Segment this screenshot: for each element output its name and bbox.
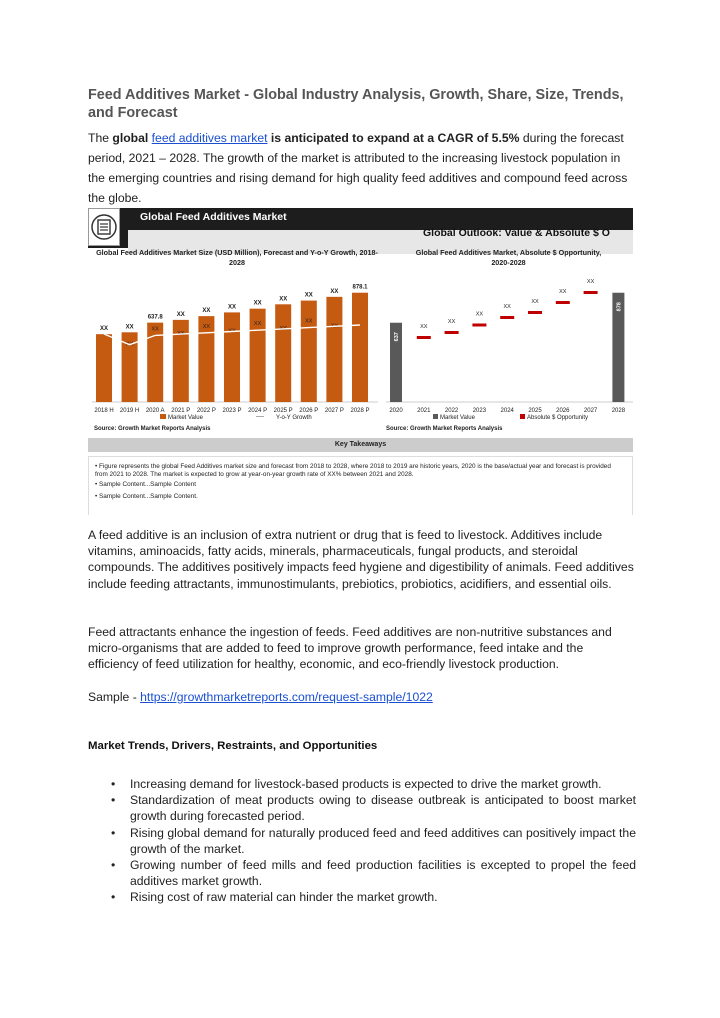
feed-additives-market-link[interactable]: feed additives market bbox=[151, 131, 268, 145]
sample-label: Sample - bbox=[88, 690, 141, 704]
body-paragraph-definition: A feed additive is an inclusion of extra nutrient or drug that is feed to livestock. Additives include vitamins, aminoacids, fatty acids, minerals, pharmaceuticals, fungal products, and steroidal compounds. The additives positively impacts feed hygiene and digestibility of animals. Feed additives include feeding attractants, immunostimulants, prebiotics, probiotics, acidifiers, and essential oils. bbox=[88, 528, 634, 591]
x-tick-label: 2023 P bbox=[222, 408, 242, 414]
infographic-outlook-title: Global Outlook: Value & Absolute $ O bbox=[423, 227, 610, 239]
legend-market-value-swatch bbox=[433, 414, 438, 419]
market-trends-list bbox=[88, 776, 636, 906]
opportunity-value-label: XX bbox=[447, 319, 456, 325]
left-chart-title bbox=[92, 248, 382, 268]
absolute-opportunity-mark bbox=[500, 316, 514, 319]
market-value-bar bbox=[301, 301, 317, 402]
left-chart-title-line2: 2028 bbox=[229, 258, 245, 267]
growth-label: XX bbox=[228, 328, 236, 335]
sample-line bbox=[88, 690, 433, 704]
legend-market-value-swatch bbox=[160, 414, 166, 419]
bar-value-label: XX bbox=[99, 326, 109, 333]
legend-market-value-label: Market Value bbox=[168, 415, 203, 421]
list-item-text: Growing number of feed mills and feed production facilities is excepted to propel the feed additives market growth. bbox=[130, 858, 636, 889]
absolute-opportunity-mark bbox=[417, 336, 431, 339]
x-tick-label: 2026 bbox=[556, 408, 570, 414]
growth-label: XX bbox=[279, 325, 287, 332]
market-value-bar bbox=[352, 293, 368, 402]
intro-bold-cagr: is anticipated to expand at a CAGR of 5.5% bbox=[267, 131, 520, 145]
absolute-opportunity-mark bbox=[528, 311, 542, 314]
document-icon bbox=[88, 208, 120, 246]
bar-value-label: 878.1 bbox=[352, 284, 368, 291]
body-paragraph-attractants: Feed attractants enhance the ingestion of feeds. Feed additives are non-nutritive substances and micro-organisms that are added to feed to improve growth performance, feed intake and the efficiency of feed utilization for healthy, economic, and eco-friendly livestock production. bbox=[88, 625, 612, 672]
x-tick-label: 2027 P bbox=[324, 408, 344, 414]
right-chart-source: Source: Growth Market Reports Analysis bbox=[386, 426, 503, 432]
bar-value-label: XX bbox=[279, 296, 288, 303]
opportunity-value-label: XX bbox=[420, 324, 428, 330]
x-tick-label: 2021 P bbox=[171, 408, 191, 414]
bar-value-label: 637.8 bbox=[147, 314, 163, 321]
infographic-title: Global Feed Additives Market bbox=[140, 211, 287, 223]
list-item bbox=[88, 825, 636, 857]
intro-text-1: The bbox=[88, 131, 113, 145]
intro-text-2: during the forecast period, 2021 – 2028. The growth of the market is attributed to the increasing livestock population in the emerging countries and rising demand for high quality feed additives and compound feed across the globe. bbox=[88, 131, 628, 205]
bar-value-label: XX bbox=[202, 308, 211, 315]
x-tick-label: 2024 P bbox=[248, 408, 268, 414]
key-takeaway-item: • Sample Content...Sample Content. bbox=[95, 493, 198, 500]
bar-value-label: XX bbox=[125, 324, 134, 331]
bullet-icon: • bbox=[111, 793, 116, 808]
growth-label: XX bbox=[305, 318, 313, 325]
key-takeaway-text: Figure represents the global Feed Additives market size and forecast from 2018 to 2028, where 2018 to 2019 are historic years, 2020 is the base/actual year and forecast is provided from 2021 to 2028. The market is expected to grow at year-on-year growth rate of XX% between 2021 and 2028. bbox=[95, 463, 611, 478]
legend-opportunity-swatch bbox=[520, 414, 525, 419]
x-tick-label: 2022 bbox=[444, 408, 459, 414]
x-tick-label: 2026 P bbox=[299, 408, 319, 414]
list-item bbox=[88, 792, 636, 824]
absolute-opportunity-mark bbox=[584, 291, 598, 294]
x-tick-label: 2022 P bbox=[196, 408, 216, 414]
x-tick-label: 2025 P bbox=[273, 408, 293, 414]
x-tick-label: 2019 H bbox=[119, 408, 140, 414]
bar-value-label: XX bbox=[227, 304, 237, 311]
bullet-icon: • bbox=[111, 777, 116, 791]
x-tick-label: 2023 bbox=[472, 408, 487, 414]
list-item bbox=[88, 889, 636, 905]
list-item bbox=[88, 857, 636, 889]
market-infographic bbox=[88, 208, 633, 515]
legend-opportunity-label: Absolute $ Opportunity bbox=[527, 415, 589, 421]
bar-value-label: XX bbox=[176, 311, 185, 318]
bullet-icon: • bbox=[111, 858, 116, 873]
key-takeaway-text: Sample Content...Sample Content bbox=[99, 481, 196, 488]
market-value-bar bbox=[275, 304, 291, 402]
key-takeaways-heading: Key Takeaways bbox=[88, 438, 633, 452]
x-tick-label: 2027 bbox=[583, 408, 598, 414]
growth-label: XX bbox=[125, 341, 134, 348]
right-chart-title bbox=[384, 248, 633, 268]
list-item bbox=[88, 776, 636, 792]
x-tick-label: 2028 bbox=[611, 408, 626, 414]
key-takeaways-box bbox=[88, 456, 633, 515]
list-item-text: Increasing demand for livestock-based products is expected to drive the market growth. bbox=[130, 777, 602, 791]
right-chart-title-line1: Global Feed Additives Market, Absolute $ Opportunity, bbox=[415, 248, 602, 257]
left-chart-source: Source: Growth Market Reports Analysis bbox=[94, 426, 211, 432]
right-chart-title-line2: 2020-2028 bbox=[491, 258, 526, 267]
bar-value-label: XX bbox=[304, 292, 313, 299]
opportunity-value-label: XX bbox=[531, 299, 539, 305]
growth-label: XX bbox=[177, 331, 185, 338]
key-takeaway-text: Sample Content...Sample Content. bbox=[99, 493, 198, 500]
bullet-icon: • bbox=[111, 825, 116, 840]
key-takeaway-item: • Sample Content...Sample Content bbox=[95, 481, 196, 488]
sample-request-link[interactable]: https://growthmarketreports.com/request-sample/1022 bbox=[140, 690, 433, 704]
market-value-bar bbox=[224, 312, 240, 402]
x-tick-label: 2028 P bbox=[350, 408, 370, 414]
key-takeaway-item: • Figure represents the global Feed Additives market size and forecast from 2018 to 2028, where 2018 to 2019 are historic years, 2020 is the base/actual year and forecast is provided from 2021 to 2028. The market is expected to grow at year-on-year growth rate of XX% between 2021 and 2028. bbox=[95, 463, 611, 478]
x-tick-label: 2018 H bbox=[94, 408, 114, 414]
list-item-text: Rising global demand for naturally produced feed and feed additives can positively impact the growth of the market. bbox=[130, 825, 636, 856]
market-value-bar bbox=[326, 297, 342, 402]
list-item-text: Standardization of meat products owing to disease outbreak is anticipated to boost market growth during forecasted period. bbox=[130, 793, 636, 824]
absolute-opportunity-mark bbox=[556, 301, 570, 304]
intro-bold-global: global bbox=[112, 131, 152, 145]
x-tick-label: 2021 bbox=[417, 408, 431, 414]
bar-value-label: 878 bbox=[616, 302, 623, 312]
x-tick-label: 2024 bbox=[500, 408, 514, 414]
market-value-bar bbox=[96, 334, 112, 402]
x-tick-label: 2020 A bbox=[145, 408, 165, 414]
opportunity-value-label: XX bbox=[503, 304, 511, 310]
absolute-opportunity-mark bbox=[472, 324, 486, 327]
left-chart-title-line1: Global Feed Additives Market Size (USD Million), Forecast and Y-o-Y Growth, 2018- bbox=[96, 248, 378, 257]
growth-label: XX bbox=[151, 326, 159, 333]
growth-label: XX bbox=[330, 323, 339, 330]
page-title: Feed Additives Market - Global Industry Analysis, Growth, Share, Size, Trends, and Forecast bbox=[88, 87, 624, 121]
growth-label: XX bbox=[202, 323, 211, 330]
legend-market-value-label: Market Value bbox=[440, 415, 475, 421]
x-tick-label: 2020 bbox=[389, 408, 403, 414]
opportunity-value-label: XX bbox=[559, 289, 567, 295]
bar-value-label: 637 bbox=[394, 332, 400, 342]
opportunity-value-label: XX bbox=[475, 311, 484, 318]
bar-value-label: XX bbox=[253, 300, 262, 307]
bar-value-label: XX bbox=[330, 288, 339, 295]
section-heading: Market Trends, Drivers, Restraints, and Opportunities bbox=[88, 740, 378, 752]
intro-paragraph bbox=[88, 128, 636, 208]
legend-yoy-label: Y-o-Y Growth bbox=[276, 415, 312, 421]
market-charts bbox=[88, 276, 633, 426]
x-tick-label: 2025 bbox=[528, 408, 542, 414]
opportunity-value-label: XX bbox=[586, 279, 595, 285]
absolute-opportunity-mark bbox=[445, 331, 459, 334]
list-item-text: Rising cost of raw material can hinder the market growth. bbox=[130, 890, 438, 905]
growth-label: XX bbox=[253, 321, 262, 328]
bullet-icon: • bbox=[111, 890, 116, 905]
